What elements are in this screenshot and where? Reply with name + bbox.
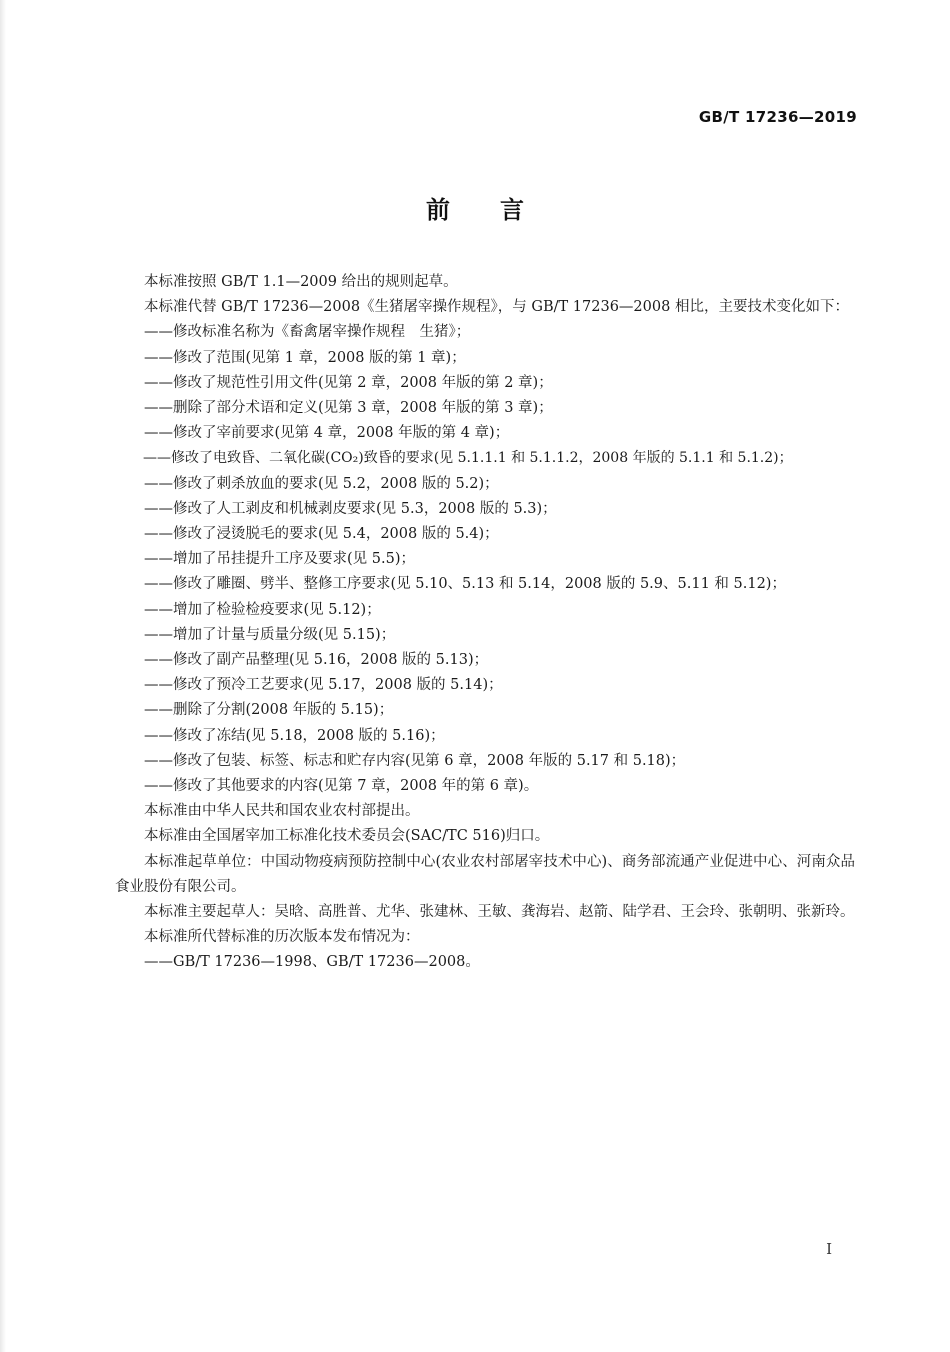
list-item: ——修改了雕圈、劈半、整修工序要求(见 5.10、5.13 和 5.14，2008 版的 5.9、5.11 和 5.12)；	[144, 576, 786, 593]
list-item: ——修改了副产品整理(见 5.16，2008 版的 5.13)；	[144, 652, 489, 669]
list-item: ——增加了吊挂提升工序及要求(见 5.5)；	[144, 551, 415, 568]
list-item: ——增加了检验检疫要求(见 5.12)；	[144, 601, 381, 618]
history-item: ——GB/T 17236—1998、GB/T 17236—2008。	[144, 954, 480, 971]
history-intro-paragraph: 本标准所代替标准的历次版本发布情况为：	[144, 929, 420, 946]
list-item: ——修改了人工剥皮和机械剥皮要求(见 5.3，2008 版的 5.3)；	[144, 500, 557, 517]
proposer-paragraph: 本标准由中华人民共和国农业农村部提出。	[144, 803, 420, 820]
list-item: ——修改了冻结(见 5.18，2008 版的 5.16)；	[144, 727, 445, 744]
list-item: ——修改了规范性引用文件(见第 2 章，2008 年版的第 2 章)；	[144, 374, 553, 391]
list-item: ——增加了计量与质量分级(见 5.15)；	[144, 626, 396, 643]
drafting-units-paragraph: 本标准起草单位：中国动物疫病预防控制中心(农业农村部屠宰技术中心)、商务部流通产业促进中心、河南众品食业股份有限公司。	[115, 853, 855, 895]
list-item: ——修改标准名称为《畜禽屠宰操作规程 生猪》；	[144, 324, 471, 341]
list-item: ——修改了包装、标签、标志和贮存内容(见第 6 章，2008 年版的 5.17 和 5.18)；	[144, 752, 686, 769]
changes-list	[115, 320, 855, 799]
document-code: GB/T 17236—2019	[698, 108, 857, 126]
page-title: 前言	[426, 195, 574, 224]
foreword-body	[115, 270, 855, 976]
centralized-unit-paragraph: 本标准由全国屠宰加工标准化技术委员会(SAC/TC 516)归口。	[144, 828, 550, 845]
drafting-rules-paragraph: 本标准按照 GB/T 1.1—2009 给出的规则起草。	[144, 274, 458, 290]
list-item: ——修改了范围(见第 1 章，2008 版的第 1 章)；	[144, 349, 466, 366]
list-item: ——修改了浸烫脱毛的要求(见 5.4，2008 版的 5.4)；	[144, 526, 499, 543]
list-item: ——删除了部分术语和定义(见第 3 章，2008 年版的第 3 章)；	[144, 400, 553, 417]
drafters-paragraph: 本标准主要起草人：吴晗、高胜普、尤华、张建林、王敏、龚海岩、赵箭、陆学君、王会玲、张朝明、张新玲。	[144, 904, 855, 921]
page-number: I	[826, 1240, 832, 1258]
list-item: ——删除了分割(2008 年版的 5.15)；	[144, 702, 394, 719]
replacement-paragraph: 本标准代替 GB/T 17236—2008《生猪屠宰操作规程》，与 GB/T 17236—2008 相比，主要技术变化如下：	[144, 299, 849, 316]
list-item: ——修改了电致昏、二氧化碳(CO₂)致昏的要求(见 5.1.1.1 和 5.1.1.2，2008 年版的 5.1.1 和 5.1.2)；	[143, 450, 793, 467]
list-item: ——修改了刺杀放血的要求(见 5.2，2008 版的 5.2)；	[144, 475, 499, 492]
list-item: ——修改了其他要求的内容(见第 7 章，2008 年的第 6 章)。	[144, 778, 539, 795]
list-item: ——修改了宰前要求(见第 4 章，2008 年版的第 4 章)；	[144, 425, 510, 442]
list-item: ——修改了预冷工艺要求(见 5.17，2008 版的 5.14)；	[144, 677, 503, 694]
